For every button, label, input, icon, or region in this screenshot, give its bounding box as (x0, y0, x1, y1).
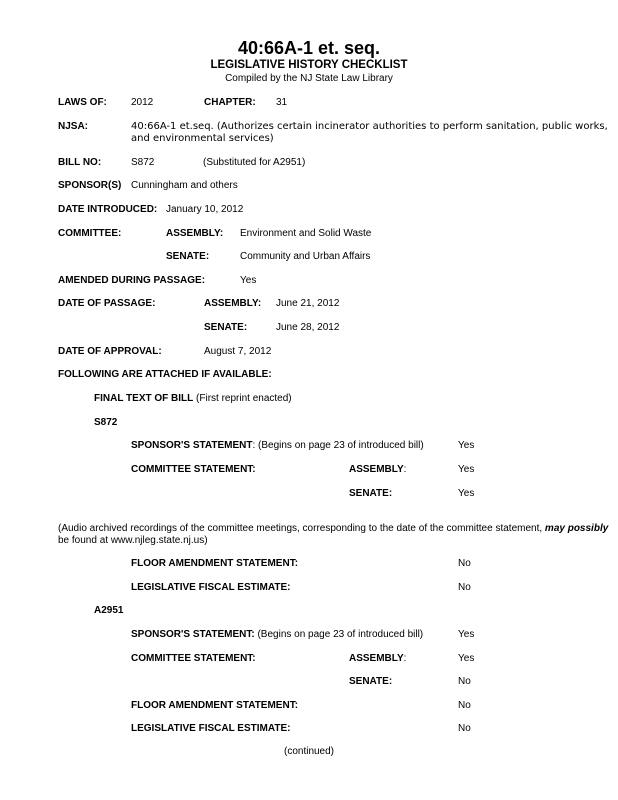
a2951-sponsor-value: Yes (458, 629, 475, 640)
audio-note-line-2: be found at www.njleg.state.nj.us) (58, 535, 208, 546)
a2951-floor-value: No (458, 700, 471, 711)
laws-of-label: LAWS OF: (58, 97, 107, 108)
passage-senate-label: SENATE: (204, 322, 248, 333)
a2951-sponsor-label: SPONSOR'S STATEMENT: (131, 629, 255, 640)
s872-fiscal-label: LEGISLATIVE FISCAL ESTIMATE: (131, 582, 291, 593)
laws-of-value: 2012 (131, 97, 154, 108)
s872-fiscal-value: No (458, 582, 471, 593)
s872-assembly-row (349, 464, 406, 475)
passage-assembly-value: June 21, 2012 (276, 298, 340, 309)
committee-senate-label: SENATE: (166, 251, 210, 262)
s872-committee-label: COMMITTEE STATEMENT: (131, 464, 256, 475)
njsa-line-1: 40:66A-1 et.seq. (Authorizes certain incinerator authorities to perform sanitation, public works, (131, 121, 608, 132)
a2951-senate-label: SENATE: (349, 676, 393, 687)
page-subtitle: LEGISLATIVE HISTORY CHECKLIST (210, 59, 408, 71)
bill-no-label: BILL NO: (58, 157, 102, 168)
njsa-label: NJSA: (58, 121, 89, 132)
a2951-floor-label: FLOOR AMENDMENT STATEMENT: (131, 700, 299, 711)
a2951-heading: A2951 (94, 605, 124, 616)
passage-assembly-label: ASSEMBLY: (204, 298, 262, 309)
a2951-fiscal-value: No (458, 723, 471, 734)
a2951-assembly-value: Yes (458, 653, 475, 664)
s872-assembly-label: ASSEMBLY (349, 464, 404, 475)
date-introduced-value: January 10, 2012 (166, 204, 244, 215)
final-text-label: FINAL TEXT OF BILL (94, 393, 194, 404)
a2951-sponsor-note: (Begins on page 23 of introduced bill) (257, 629, 424, 640)
s872-heading: S872 (94, 417, 118, 428)
sponsors-value: Cunningham and others (131, 180, 238, 191)
chapter-value: 31 (276, 97, 288, 108)
amended-label: AMENDED DURING PASSAGE: (58, 275, 206, 286)
bill-no-value: S872 (131, 157, 155, 168)
passage-senate-value: June 28, 2012 (276, 322, 340, 333)
bill-no-note: (Substituted for A2951) (203, 157, 306, 168)
date-of-passage-label: DATE OF PASSAGE: (58, 298, 156, 309)
committee-senate-value: Community and Urban Affairs (240, 251, 371, 262)
committee-assembly-label: ASSEMBLY: (166, 228, 224, 239)
s872-sponsor-note: : (Begins on page 23 of introduced bill) (252, 440, 424, 451)
audio-note-line-1 (58, 523, 608, 534)
chapter-label: CHAPTER: (204, 97, 256, 108)
a2951-assembly-colon: : (403, 653, 407, 664)
s872-sponsor-row (131, 440, 424, 451)
committee-label: COMMITTEE: (58, 228, 122, 239)
s872-senate-label: SENATE: (349, 488, 393, 499)
a2951-sponsor-row (131, 629, 423, 640)
date-of-approval-label: DATE OF APPROVAL: (58, 346, 162, 357)
a2951-assembly-row (349, 653, 406, 664)
njsa-line-2: and environmental services) (131, 133, 274, 144)
audio-note-prefix: (Audio archived recordings of the committee meetings, corresponding to the date of the committee statement, (58, 523, 543, 534)
s872-floor-label: FLOOR AMENDMENT STATEMENT: (131, 558, 299, 569)
compiled-by: Compiled by the NJ State Law Library (225, 73, 393, 84)
date-introduced-label: DATE INTRODUCED: (58, 204, 158, 215)
amended-value: Yes (240, 275, 257, 286)
a2951-assembly-label: ASSEMBLY (349, 653, 404, 664)
a2951-fiscal-label: LEGISLATIVE FISCAL ESTIMATE: (131, 723, 291, 734)
final-text-row (94, 393, 292, 404)
page-title: 40:66A-1 et. seq. (237, 38, 381, 58)
s872-assembly-colon: : (403, 464, 407, 475)
s872-sponsor-value: Yes (458, 440, 475, 451)
s872-senate-value: Yes (458, 488, 475, 499)
a2951-committee-label: COMMITTEE STATEMENT: (131, 653, 256, 664)
sponsors-label: SPONSOR(S) (58, 180, 122, 191)
s872-sponsor-label: SPONSOR'S STATEMENT (131, 440, 253, 451)
attached-heading: FOLLOWING ARE ATTACHED IF AVAILABLE: (58, 369, 272, 380)
date-of-approval-value: August 7, 2012 (204, 346, 272, 357)
audio-note-emphasis: may possibly (544, 523, 609, 534)
a2951-senate-value: No (458, 676, 471, 687)
s872-assembly-value: Yes (458, 464, 475, 475)
continued-note: (continued) (283, 746, 335, 757)
committee-assembly-value: Environment and Solid Waste (240, 228, 372, 239)
s872-floor-value: No (458, 558, 471, 569)
final-text-note: (First reprint enacted) (196, 393, 292, 404)
